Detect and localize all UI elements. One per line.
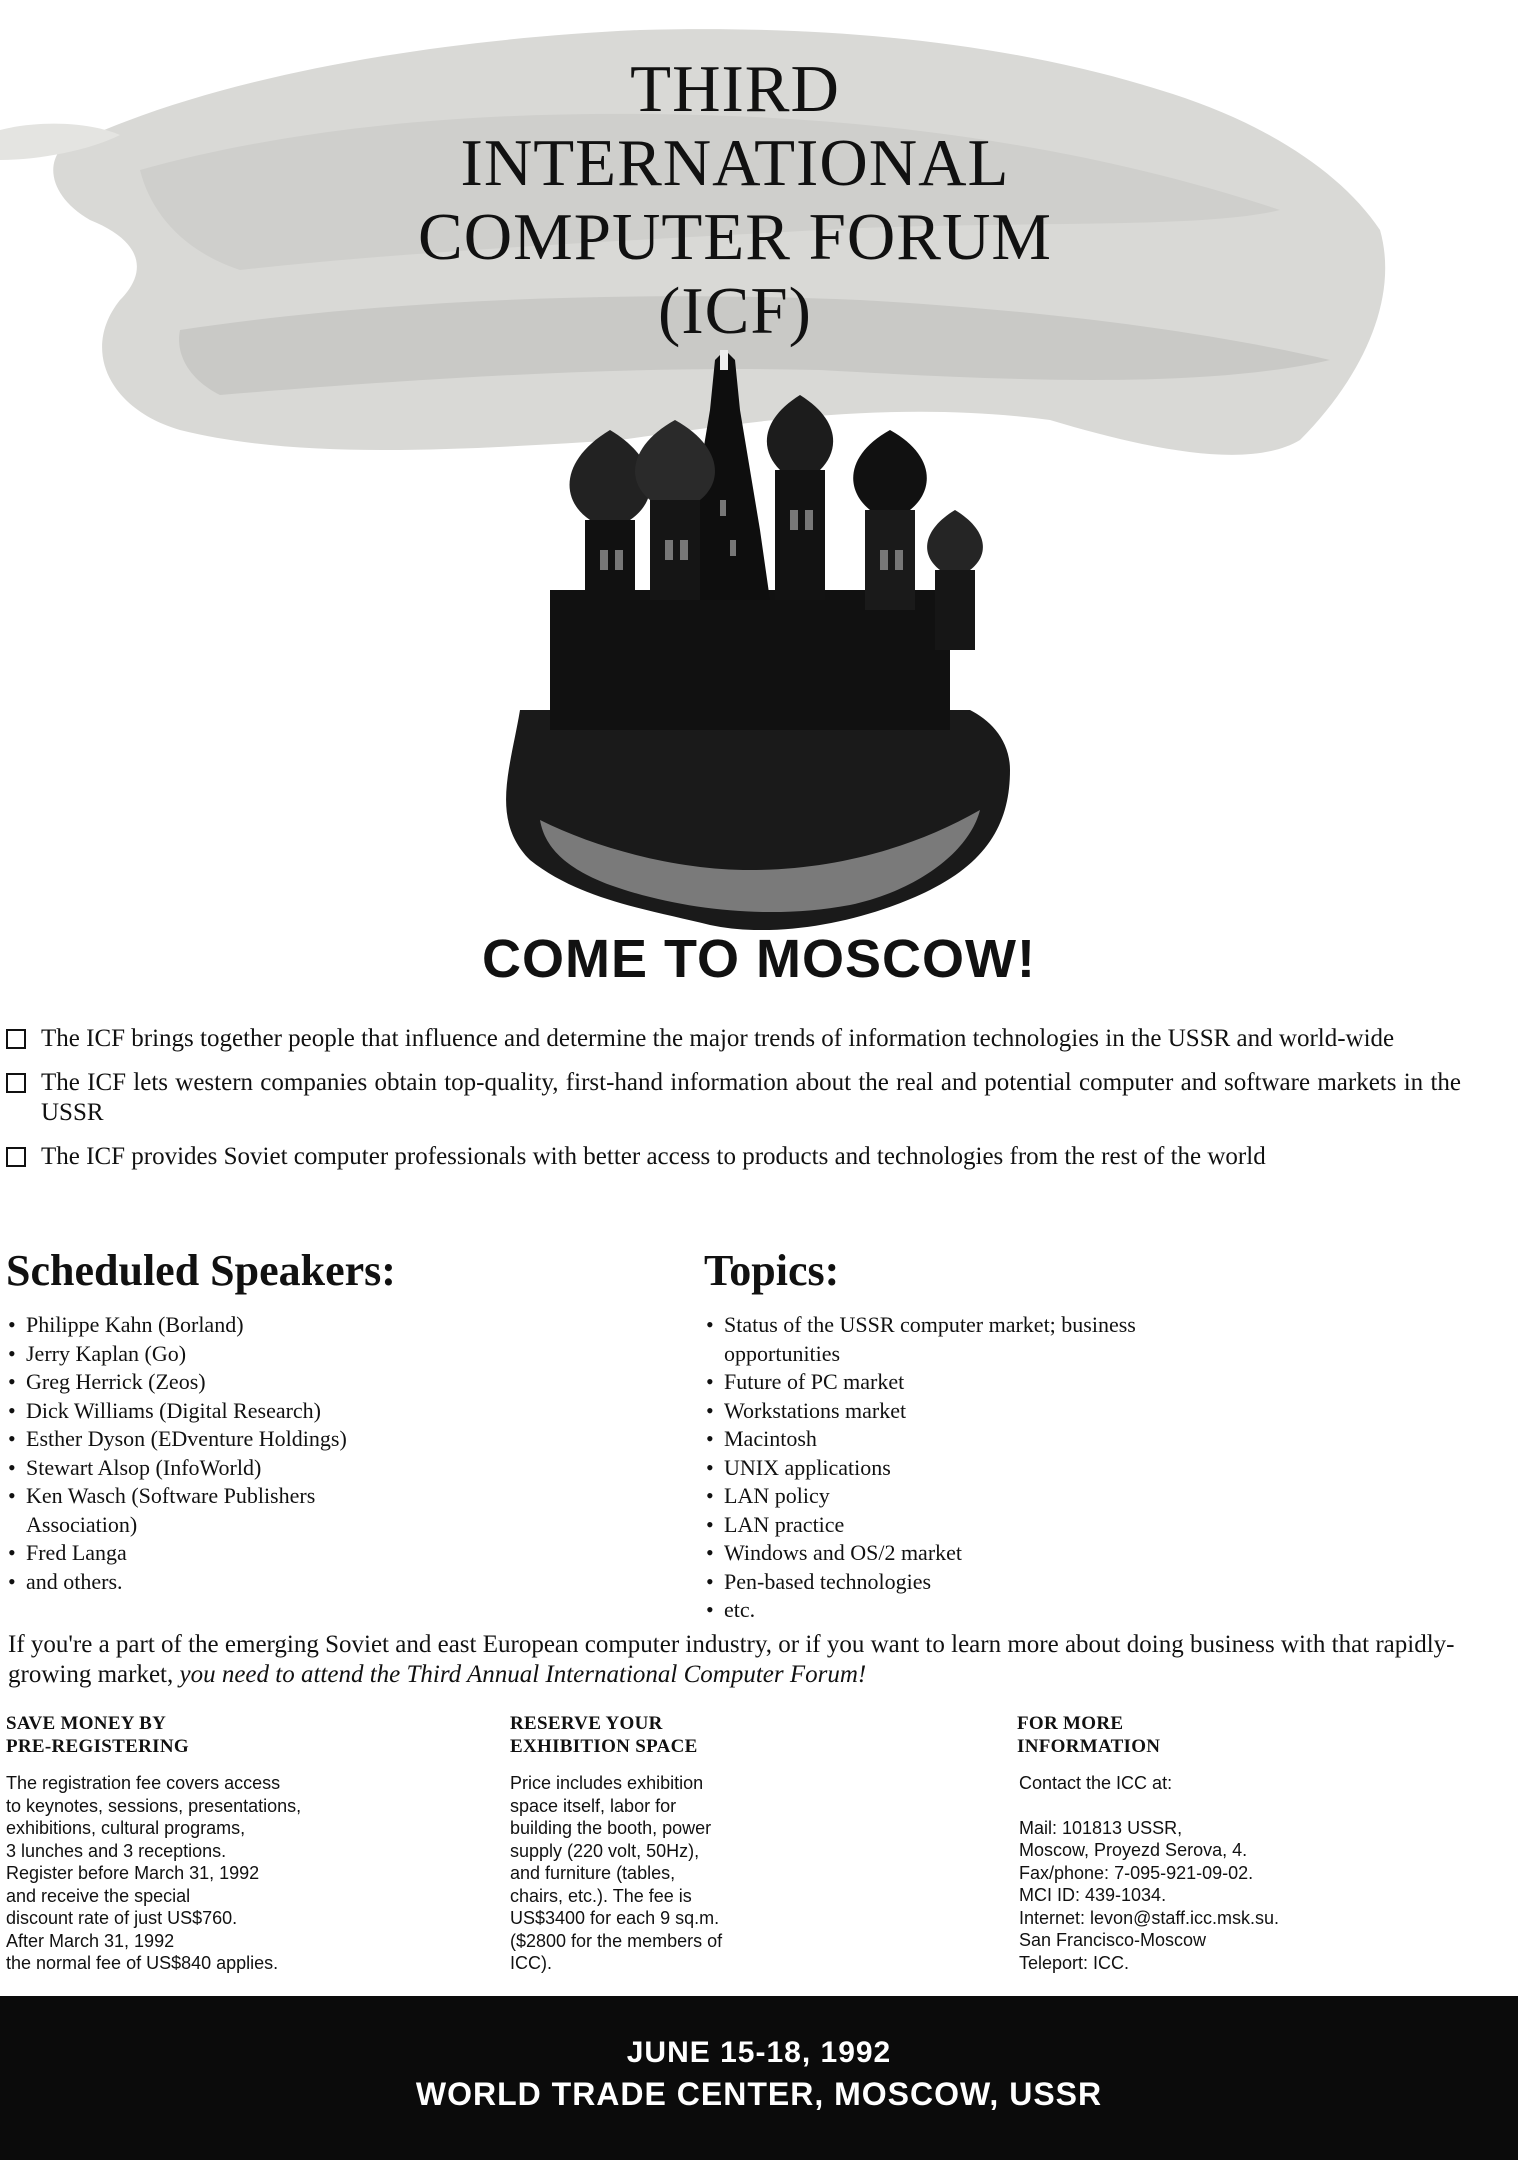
text-line: Register before March 31, 1992 (6, 1863, 260, 1883)
reserve-space-heading (510, 1712, 698, 1758)
speaker-item: • Dick Williams (Digital Research) (8, 1397, 648, 1426)
topic-item: • Status of the USSR computer market; business opportunities (706, 1311, 1166, 1368)
text-line: to keynotes, sessions, presentations, (6, 1795, 302, 1816)
benefits-list (6, 1024, 1461, 1186)
text-line: The registration fee covers access (6, 1773, 281, 1793)
heading-line: RESERVE YOUR (510, 1713, 663, 1734)
topic-item: • Pen-based technologies (706, 1568, 1166, 1597)
call-to-action-paragraph (8, 1630, 1468, 1690)
forum-title (0, 52, 1470, 348)
save-money-text (6, 1772, 301, 1975)
bullet-text: The ICF provides Soviet computer professionals with better access to products and technologies from the rest of the world (41, 1143, 1266, 1170)
list-item (6, 1024, 1461, 1054)
text-line: After March 31, 1992 (6, 1930, 175, 1951)
speakers-list (8, 1311, 648, 1596)
text-line: MCI ID: 439-1034. (1019, 1885, 1167, 1905)
text-line: the normal fee of US$840 applies. (6, 1953, 279, 1973)
text-line: Internet: levon@staff.icc.msk.su. (1019, 1907, 1280, 1928)
bullet-text: The ICF brings together people that influence and determine the major trends of information technologies in the USSR and world-wide (41, 1025, 1395, 1052)
speaker-item: • Esther Dyson (EDventure Holdings) (8, 1425, 648, 1454)
checkbox-icon (6, 1029, 26, 1049)
text-line: Fax/phone: 7-095-921-09-02. (1019, 1862, 1254, 1883)
heading-line: FOR MORE (1017, 1713, 1124, 1734)
speaker-item: • Ken Wasch (Software Publishers Association) (8, 1482, 406, 1539)
save-money-heading (6, 1712, 189, 1758)
text-line: building the booth, power (510, 1818, 712, 1838)
title-line: THIRD (630, 52, 840, 126)
text-line: Teleport: ICC. (1019, 1952, 1130, 1973)
list-item (6, 1068, 1461, 1128)
heading-line: EXHIBITION SPACE (510, 1736, 698, 1757)
speakers-heading: Scheduled Speakers: (6, 1246, 396, 1295)
topics-heading: Topics: (704, 1246, 840, 1295)
paragraph-text: If you're a part of the emerging Soviet and east European computer industry, or if you want to learn more about doing business with that rapidly-growing market, (8, 1631, 1455, 1688)
text-line: ($2800 for the members of (510, 1930, 723, 1951)
topic-item: • Future of PC market (706, 1368, 1166, 1397)
topic-item: • LAN policy (706, 1482, 1166, 1511)
speaker-item: • and others. (8, 1568, 648, 1597)
text-line: and receive the special (6, 1885, 191, 1906)
paragraph-emphasis: you need to attend the Third Annual International Computer Forum! (179, 1661, 867, 1688)
topics-list (706, 1311, 1166, 1625)
text-line: Mail: 101813 USSR, (1019, 1817, 1183, 1838)
text-line: discount rate of just US$760. (6, 1908, 238, 1928)
text-line: chairs, etc.). The fee is (510, 1885, 692, 1906)
come-to-moscow-banner: COME TO MOSCOW! (482, 929, 1036, 989)
topic-item: • Macintosh (706, 1425, 1166, 1454)
checkbox-icon (6, 1073, 26, 1093)
speaker-item: • Stewart Alsop (InfoWorld) (8, 1454, 648, 1483)
contact-intro: Contact the ICC at: (1019, 1773, 1173, 1793)
title-line: COMPUTER FORUM (418, 200, 1052, 274)
text-line: Price includes exhibition (510, 1773, 704, 1793)
speaker-item: • Greg Herrick (Zeos) (8, 1368, 648, 1397)
checkbox-icon (6, 1147, 26, 1167)
reserve-space-text (510, 1772, 722, 1975)
event-date: JUNE 15-18, 1992 (626, 2036, 892, 2069)
heading-line: INFORMATION (1017, 1736, 1161, 1757)
topic-item: • UNIX applications (706, 1454, 1166, 1483)
text-line: 3 lunches and 3 receptions. (6, 1840, 227, 1861)
speaker-item: • Philippe Kahn (Borland) (8, 1311, 648, 1340)
text-line: ICC). (510, 1953, 552, 1973)
title-line: (ICF) (658, 274, 812, 348)
text-line: US$3400 for each 9 sq.m. (510, 1908, 720, 1928)
topic-item: • etc. (706, 1596, 1166, 1625)
speaker-item: • Fred Langa (8, 1539, 648, 1568)
more-info-text (1019, 1772, 1279, 1974)
event-footer-bar (0, 1996, 1518, 2160)
heading-line: PRE-REGISTERING (6, 1736, 189, 1757)
topic-item: • Workstations market (706, 1397, 1166, 1426)
more-info-heading (1017, 1712, 1160, 1758)
text-line: supply (220 volt, 50Hz), (510, 1840, 700, 1861)
topic-item: • LAN practice (706, 1511, 1166, 1540)
title-line: INTERNATIONAL (460, 126, 1010, 200)
list-item (6, 1142, 1461, 1172)
topic-item: • Windows and OS/2 market (706, 1539, 1166, 1568)
text-line: exhibitions, cultural programs, (6, 1818, 246, 1838)
text-line: and furniture (tables, (510, 1863, 676, 1883)
bullet-text: The ICF lets western companies obtain top-quality, first-hand information about the real and potential computer and software markets in the USSR (41, 1069, 1461, 1126)
speaker-item: • Jerry Kaplan (Go) (8, 1340, 648, 1369)
st-basils-cathedral-image (450, 350, 1050, 930)
text-line: space itself, labor for (510, 1795, 677, 1816)
text-line: San Francisco-Moscow (1019, 1930, 1207, 1950)
event-venue: WORLD TRADE CENTER, MOSCOW, USSR (415, 2076, 1103, 2112)
heading-line: SAVE MONEY BY (6, 1713, 167, 1734)
text-line: Moscow, Proyezd Serova, 4. (1019, 1840, 1248, 1860)
